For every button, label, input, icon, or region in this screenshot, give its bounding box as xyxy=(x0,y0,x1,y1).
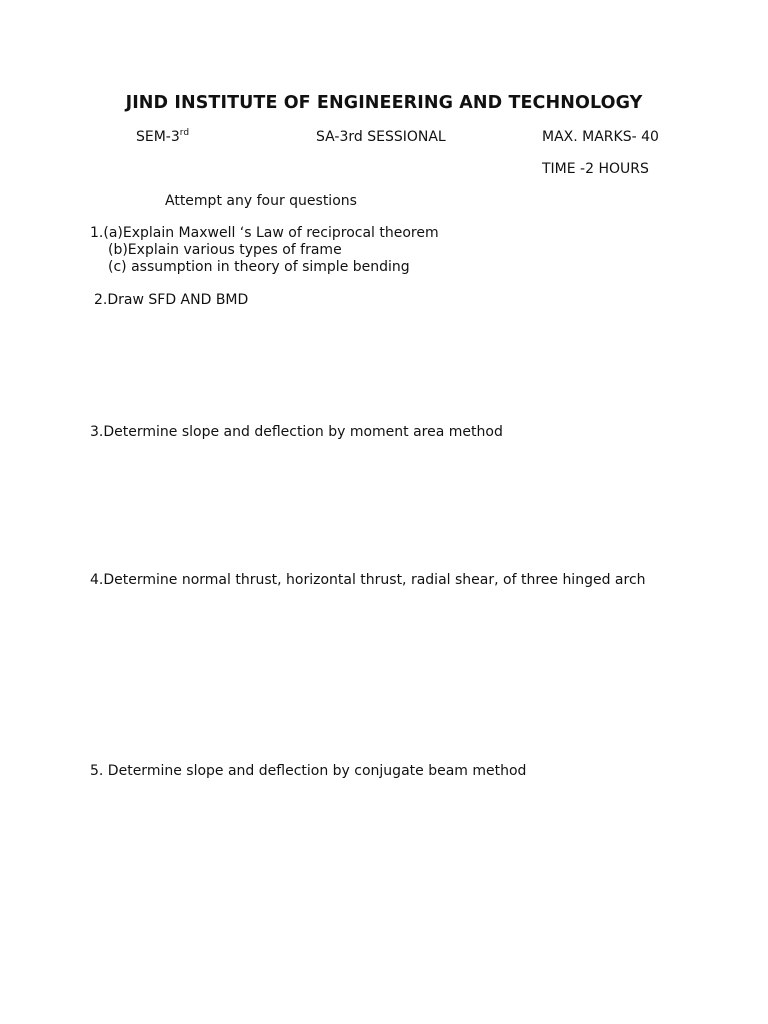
question-5: 5. Determine slope and deflection by conjugate beam method xyxy=(90,763,527,779)
exam-time: TIME -2 HOURS xyxy=(542,161,649,177)
exam-name: SA-3rd SESSIONAL xyxy=(316,129,446,145)
question-3: 3.Determine slope and deflection by moment area method xyxy=(90,424,503,440)
semester-text: SEM-3 xyxy=(136,129,180,145)
semester-label xyxy=(136,129,189,146)
question-1-part-b: (b)Explain various types of frame xyxy=(108,242,342,258)
institute-title: JIND INSTITUTE OF ENGINEERING AND TECHNOLOGY xyxy=(125,93,643,113)
semester-suffix: rd xyxy=(179,128,190,138)
question-4: 4.Determine normal thrust, horizontal thrust, radial shear, of three hinged arch xyxy=(90,572,646,588)
question-1-part-c: (c) assumption in theory of simple bending xyxy=(108,259,410,275)
instructions: Attempt any four questions xyxy=(165,193,357,209)
question-1-part-a: 1.(a)Explain Maxwell ‘s Law of reciprocal theorem xyxy=(90,225,439,241)
question-2: 2.Draw SFD AND BMD xyxy=(94,292,249,308)
max-marks: MAX. MARKS- 40 xyxy=(542,129,659,145)
